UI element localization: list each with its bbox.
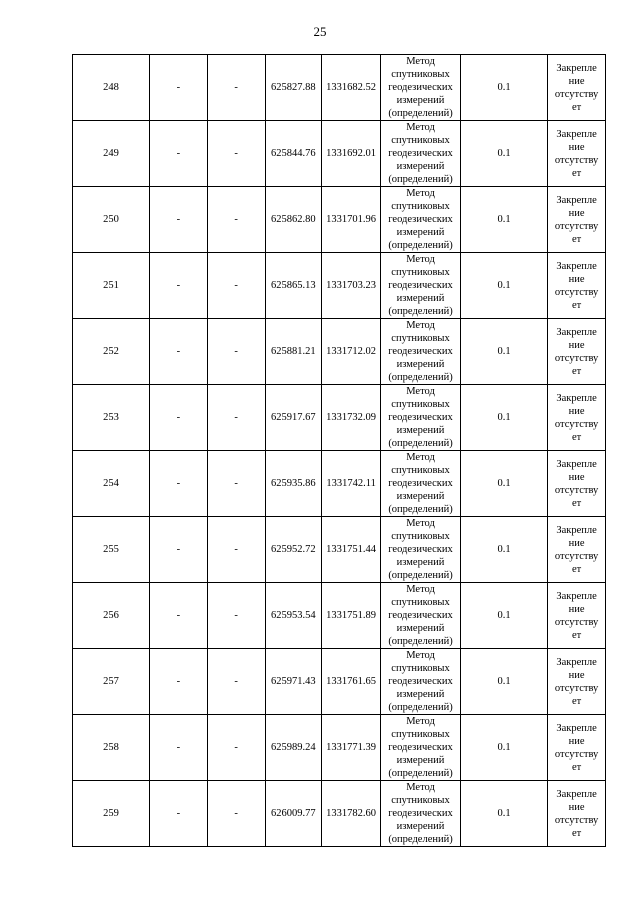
method-cell (381, 583, 461, 649)
y-coordinate-cell: 1331703.23 (322, 253, 381, 319)
empty-coordinate-cell: - (150, 583, 208, 649)
method-line: (определений) (388, 108, 453, 119)
method-line: измерений (396, 359, 445, 370)
y-coordinate-cell: 1331751.89 (322, 583, 381, 649)
method-cell (381, 187, 461, 253)
method-line: Метод (406, 386, 435, 397)
method-line: геодезических (388, 214, 453, 225)
fixing-cell (548, 583, 606, 649)
accuracy-cell: 0.1 (461, 253, 548, 319)
fixing-line: отсутству (554, 550, 599, 562)
method-line: спутниковых (391, 267, 450, 278)
x-coordinate-cell: 625862.80 (265, 187, 322, 253)
table-row (73, 55, 606, 121)
y-coordinate-cell: 1331742.11 (322, 451, 381, 517)
accuracy-cell: 0.1 (461, 781, 548, 847)
method-line: Метод (406, 452, 435, 463)
point-number-cell: 254 (73, 451, 150, 517)
method-line: (определений) (388, 636, 453, 647)
method-line: Метод (406, 122, 435, 133)
empty-coordinate-cell: - (150, 451, 208, 517)
table-row (73, 121, 606, 187)
method-line: измерений (396, 623, 445, 634)
fixing-line: ние (568, 339, 585, 351)
y-coordinate-cell: 1331761.65 (322, 649, 381, 715)
table-row (73, 715, 606, 781)
method-line: геодезических (388, 412, 453, 423)
method-line: Метод (406, 650, 435, 661)
method-line: (определений) (388, 570, 453, 581)
point-number-cell: 255 (73, 517, 150, 583)
method-line: Метод (406, 584, 435, 595)
table-row (73, 187, 606, 253)
fixing-line: ние (568, 273, 585, 285)
y-coordinate-cell: 1331782.60 (322, 781, 381, 847)
x-coordinate-cell: 625844.76 (265, 121, 322, 187)
method-line: спутниковых (391, 729, 450, 740)
empty-coordinate-cell: - (207, 187, 265, 253)
method-line: геодезических (388, 544, 453, 555)
empty-coordinate-cell: - (150, 55, 208, 121)
method-line: Метод (406, 518, 435, 529)
empty-coordinate-cell: - (207, 517, 265, 583)
x-coordinate-cell: 625952.72 (265, 517, 322, 583)
empty-coordinate-cell: - (207, 385, 265, 451)
method-line: геодезических (388, 478, 453, 489)
method-line: (определений) (388, 306, 453, 317)
method-line: геодезических (388, 148, 453, 159)
method-line: Метод (406, 56, 435, 67)
point-number-cell: 253 (73, 385, 150, 451)
method-line: спутниковых (391, 663, 450, 674)
empty-coordinate-cell: - (150, 385, 208, 451)
fixing-cell (548, 517, 606, 583)
accuracy-cell: 0.1 (461, 517, 548, 583)
method-line: спутниковых (391, 795, 450, 806)
empty-coordinate-cell: - (150, 187, 208, 253)
fixing-line: ет (571, 233, 582, 245)
accuracy-cell: 0.1 (461, 121, 548, 187)
empty-coordinate-cell: - (150, 781, 208, 847)
y-coordinate-cell: 1331751.44 (322, 517, 381, 583)
x-coordinate-cell: 625881.21 (265, 319, 322, 385)
fixing-line: ние (568, 207, 585, 219)
method-line: измерений (396, 755, 445, 766)
fixing-line: ет (571, 101, 582, 113)
accuracy-cell: 0.1 (461, 649, 548, 715)
page-number: 25 (313, 24, 327, 39)
method-cell (381, 517, 461, 583)
method-line: (определений) (388, 438, 453, 449)
method-line: спутниковых (391, 531, 450, 542)
empty-coordinate-cell: - (207, 781, 265, 847)
fixing-cell (548, 385, 606, 451)
accuracy-cell: 0.1 (461, 55, 548, 121)
point-number-cell: 251 (73, 253, 150, 319)
method-line: (определений) (388, 768, 453, 779)
fixing-line: ет (571, 497, 582, 509)
method-line: (определений) (388, 240, 453, 251)
fixing-line: Закрепле (556, 590, 597, 602)
point-number-cell: 252 (73, 319, 150, 385)
method-line: геодезических (388, 742, 453, 753)
fixing-line: отсутству (554, 154, 599, 166)
empty-coordinate-cell: - (150, 253, 208, 319)
method-line: геодезических (388, 808, 453, 819)
table-row (73, 583, 606, 649)
y-coordinate-cell: 1331712.02 (322, 319, 381, 385)
method-line: спутниковых (391, 597, 450, 608)
method-cell (381, 451, 461, 517)
x-coordinate-cell: 625953.54 (265, 583, 322, 649)
method-line: измерений (396, 227, 445, 238)
method-line: измерений (396, 161, 445, 172)
fixing-cell (548, 319, 606, 385)
empty-coordinate-cell: - (150, 121, 208, 187)
method-cell (381, 253, 461, 319)
accuracy-cell: 0.1 (461, 187, 548, 253)
fixing-line: ет (571, 629, 582, 641)
fixing-cell (548, 451, 606, 517)
method-line: (определений) (388, 834, 453, 845)
table-body (73, 55, 606, 847)
x-coordinate-cell: 625989.24 (265, 715, 322, 781)
method-cell (381, 55, 461, 121)
fixing-line: ние (568, 405, 585, 417)
method-line: Метод (406, 716, 435, 727)
fixing-line: ние (568, 669, 585, 681)
method-line: измерений (396, 95, 445, 106)
fixing-line: Закрепле (556, 260, 597, 272)
fixing-line: Закрепле (556, 458, 597, 470)
method-line: спутниковых (391, 333, 450, 344)
accuracy-cell: 0.1 (461, 715, 548, 781)
method-line: геодезических (388, 346, 453, 357)
x-coordinate-cell: 625827.88 (265, 55, 322, 121)
x-coordinate-cell: 625971.43 (265, 649, 322, 715)
fixing-line: ние (568, 471, 585, 483)
fixing-line: ет (571, 167, 582, 179)
fixing-line: отсутству (554, 616, 599, 628)
method-line: геодезических (388, 610, 453, 621)
method-line: (определений) (388, 372, 453, 383)
accuracy-cell: 0.1 (461, 451, 548, 517)
fixing-line: Закрепле (556, 788, 597, 800)
accuracy-cell: 0.1 (461, 319, 548, 385)
fixing-line: ние (568, 75, 585, 87)
y-coordinate-cell: 1331701.96 (322, 187, 381, 253)
method-line: измерений (396, 293, 445, 304)
method-line: спутниковых (391, 201, 450, 212)
x-coordinate-cell: 625935.86 (265, 451, 322, 517)
method-line: спутниковых (391, 69, 450, 80)
fixing-line: ет (571, 761, 582, 773)
point-number-cell: 248 (73, 55, 150, 121)
x-coordinate-cell: 625865.13 (265, 253, 322, 319)
method-line: (определений) (388, 702, 453, 713)
y-coordinate-cell: 1331771.39 (322, 715, 381, 781)
method-cell (381, 649, 461, 715)
method-line: Метод (406, 320, 435, 331)
fixing-line: Закрепле (556, 326, 597, 338)
empty-coordinate-cell: - (207, 121, 265, 187)
empty-coordinate-cell: - (207, 319, 265, 385)
fixing-cell (548, 55, 606, 121)
empty-coordinate-cell: - (207, 253, 265, 319)
table-row (73, 781, 606, 847)
fixing-line: отсутству (554, 748, 599, 760)
method-line: спутниковых (391, 465, 450, 476)
empty-coordinate-cell: - (207, 715, 265, 781)
method-line: измерений (396, 557, 445, 568)
fixing-line: ние (568, 141, 585, 153)
method-cell (381, 385, 461, 451)
fixing-cell (548, 649, 606, 715)
method-line: измерений (396, 491, 445, 502)
method-cell (381, 781, 461, 847)
empty-coordinate-cell: - (150, 319, 208, 385)
method-cell (381, 715, 461, 781)
fixing-line: Закрепле (556, 62, 597, 74)
fixing-line: Закрепле (556, 524, 597, 536)
table-row (73, 319, 606, 385)
method-line: (определений) (388, 504, 453, 515)
empty-coordinate-cell: - (150, 715, 208, 781)
fixing-line: отсутству (554, 814, 599, 826)
empty-coordinate-cell: - (150, 517, 208, 583)
fixing-line: отсутству (554, 484, 599, 496)
fixing-cell (548, 781, 606, 847)
table-row (73, 253, 606, 319)
method-line: измерений (396, 425, 445, 436)
fixing-line: Закрепле (556, 392, 597, 404)
method-cell (381, 121, 461, 187)
point-number-cell: 257 (73, 649, 150, 715)
point-number-cell: 250 (73, 187, 150, 253)
y-coordinate-cell: 1331692.01 (322, 121, 381, 187)
fixing-line: Закрепле (556, 722, 597, 734)
x-coordinate-cell: 625917.67 (265, 385, 322, 451)
method-line: измерений (396, 821, 445, 832)
method-line: измерений (396, 689, 445, 700)
method-line: геодезических (388, 676, 453, 687)
y-coordinate-cell: 1331732.09 (322, 385, 381, 451)
fixing-line: Закрепле (556, 194, 597, 206)
x-coordinate-cell: 626009.77 (265, 781, 322, 847)
fixing-line: отсутству (554, 418, 599, 430)
fixing-line: отсутству (554, 286, 599, 298)
fixing-cell (548, 253, 606, 319)
fixing-line: ет (571, 695, 582, 707)
method-line: геодезических (388, 280, 453, 291)
fixing-cell (548, 121, 606, 187)
fixing-line: ние (568, 735, 585, 747)
point-number-cell: 258 (73, 715, 150, 781)
fixing-line: ет (571, 563, 582, 575)
method-line: спутниковых (391, 399, 450, 410)
table-row (73, 451, 606, 517)
empty-coordinate-cell: - (207, 451, 265, 517)
method-cell (381, 319, 461, 385)
table-row (73, 649, 606, 715)
method-line: (определений) (388, 174, 453, 185)
accuracy-cell: 0.1 (461, 583, 548, 649)
method-line: Метод (406, 188, 435, 199)
fixing-cell (548, 187, 606, 253)
empty-coordinate-cell: - (150, 649, 208, 715)
coordinates-table (72, 54, 606, 847)
fixing-line: Закрепле (556, 128, 597, 140)
fixing-line: ние (568, 801, 585, 813)
point-number-cell: 249 (73, 121, 150, 187)
point-number-cell: 256 (73, 583, 150, 649)
fixing-line: отсутству (554, 352, 599, 364)
method-line: геодезических (388, 82, 453, 93)
method-line: Метод (406, 254, 435, 265)
fixing-line: ет (571, 365, 582, 377)
fixing-line: отсутству (554, 88, 599, 100)
y-coordinate-cell: 1331682.52 (322, 55, 381, 121)
fixing-line: ние (568, 537, 585, 549)
fixing-line: ет (571, 431, 582, 443)
accuracy-cell: 0.1 (461, 385, 548, 451)
table-row (73, 385, 606, 451)
method-line: спутниковых (391, 135, 450, 146)
point-number-cell: 259 (73, 781, 150, 847)
empty-coordinate-cell: - (207, 583, 265, 649)
fixing-line: Закрепле (556, 656, 597, 668)
fixing-line: отсутству (554, 682, 599, 694)
table-row (73, 517, 606, 583)
method-line: Метод (406, 782, 435, 793)
fixing-cell (548, 715, 606, 781)
empty-coordinate-cell: - (207, 649, 265, 715)
empty-coordinate-cell: - (207, 55, 265, 121)
fixing-line: ет (571, 827, 582, 839)
fixing-line: отсутству (554, 220, 599, 232)
fixing-line: ние (568, 603, 585, 615)
fixing-line: ет (571, 299, 582, 311)
